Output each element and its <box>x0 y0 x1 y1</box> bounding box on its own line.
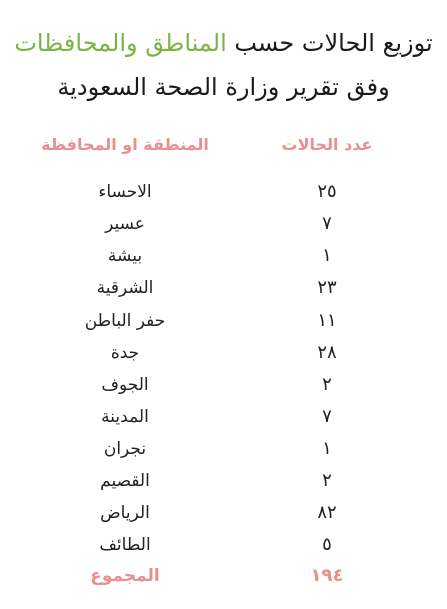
table-row <box>0 369 447 401</box>
cases-column-header: عدد الحالات <box>281 135 373 154</box>
region-name: الرياض <box>100 503 150 523</box>
case-count: ٨٢ <box>317 502 337 523</box>
region-column-header: المنطقة او المحافظة <box>41 135 209 154</box>
title-highlight: المناطق والمحافظات <box>14 29 227 57</box>
table-row <box>0 497 447 529</box>
region-name: القصيم <box>100 471 150 491</box>
case-count: ٢٣ <box>317 277 337 298</box>
table-row <box>0 240 447 272</box>
table-row <box>0 433 447 465</box>
table-row <box>0 529 447 561</box>
region-name: الشرقية <box>96 278 154 298</box>
region-name: نجران <box>103 439 147 459</box>
region-name: الجوف <box>101 375 149 395</box>
case-count: ٧ <box>322 213 332 234</box>
table-row <box>0 176 447 208</box>
page-title <box>0 28 447 58</box>
table-row <box>0 272 447 304</box>
region-name: جدة <box>110 343 140 363</box>
region-name: المدينة <box>101 407 149 427</box>
region-name: حفر الباطن <box>84 311 166 331</box>
table-row <box>0 305 447 337</box>
region-name: بيشة <box>107 246 143 266</box>
region-name: الطائف <box>99 535 151 555</box>
region-name: عسير <box>105 214 145 234</box>
title-text: توزيع الحالات حسب <box>226 29 433 57</box>
region-name: الاحساء <box>98 182 152 202</box>
total-label: المجموع <box>90 566 160 586</box>
case-count: ٥ <box>322 534 332 555</box>
case-count: ٢ <box>322 374 332 395</box>
case-count: ١ <box>322 245 332 266</box>
total-count: ١٩٤ <box>310 565 344 586</box>
case-count: ٢٨ <box>317 342 337 363</box>
table-row <box>0 337 447 369</box>
table-row <box>0 465 447 497</box>
table-row <box>0 401 447 433</box>
page-subtitle: وفق تقرير وزارة الصحة السعودية <box>57 73 390 101</box>
case-count: ١ <box>322 438 332 459</box>
case-count: ٢ <box>322 470 332 491</box>
case-count: ٧ <box>322 406 332 427</box>
total-row <box>0 560 447 592</box>
case-count: ٢٥ <box>317 181 337 202</box>
table-row <box>0 208 447 240</box>
case-count: ١١ <box>317 310 337 331</box>
